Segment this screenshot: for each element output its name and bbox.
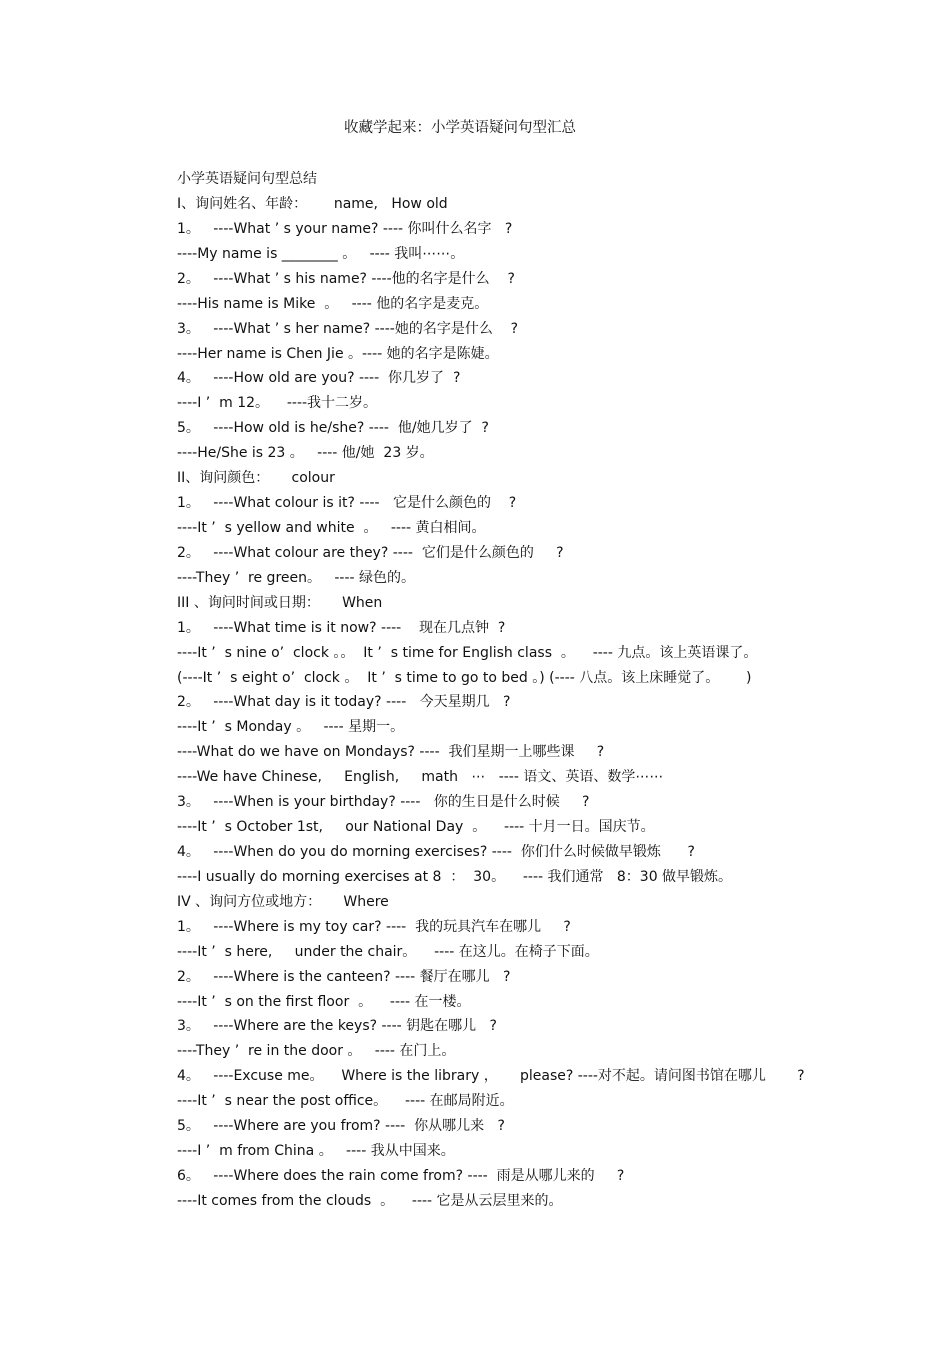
text-line: ----Her name is Chen Jie 。---- 她的名字是陈婕。 — [177, 345, 499, 362]
text-line: 1。 ----Where is my toy car? ---- 我的玩具汽车在哪儿 ? — [177, 918, 571, 935]
text-line: 6。 ----Where does the rain come from? ---- 雨是从哪儿来的 ? — [177, 1167, 625, 1184]
text-line: (----It ’ s eight o’ clock 。 It ’ s time to go to bed 。) (---- 八点。该上床睡觉了。 ) — [177, 669, 752, 686]
text-line: 2。 ----What day is it today? ---- 今天星期几 ? — [177, 694, 511, 711]
text-line: ----They ’ re in the door 。 ---- 在门上。 — [177, 1043, 456, 1060]
text-line: 3。 ----What ’ s her name? ----她的名字是什么 ? — [177, 320, 519, 337]
text-line: 4。 ----How old are you? ---- 你几岁了 ? — [177, 370, 461, 387]
page-title: 收藏学起来：小学英语疑问句型汇总 — [344, 120, 576, 136]
text-line: ----They ’ re green。 ---- 绿色的。 — [177, 569, 415, 586]
text-line: 5。 ----Where are you from? ---- 你从哪儿来 ? — [177, 1118, 505, 1135]
text-line: 2。 ----Where is the canteen? ---- 餐厅在哪儿 ? — [177, 968, 511, 985]
text-line: ----What do we have on Mondays? ---- 我们星期一上哪些课 ? — [177, 744, 605, 761]
text-line: 4。 ----Excuse me。 Where is the library ， please? ----对不起。请问图书馆在哪儿 ? — [177, 1068, 805, 1085]
text-line: ----I usually do morning exercises at 8 ： 30。 ---- 我们通常 8：30 做早锻炼。 — [177, 868, 733, 885]
text-line: I、询问姓名、年龄： name, How old — [177, 196, 448, 212]
text-line: ----It ’ s yellow and white 。 ---- 黄白相间。 — [177, 519, 486, 536]
text-line: 4。 ----When do you do morning exercises? ---- 你们什么时候做早锻炼 ? — [177, 843, 695, 860]
text-line: 1。 ----What colour is it? ---- 它是什么颜色的 ? — [177, 495, 517, 512]
text-line: ----His name is Mike 。 ---- 他的名字是麦克。 — [177, 295, 489, 312]
text-line: 2。 ----What colour are they? ---- 它们是什么颜色的 ? — [177, 544, 564, 561]
text-line: ----It ’ s Monday 。 ---- 星期一。 — [177, 719, 405, 736]
text-line: IV 、询问方位或地方： Where — [177, 893, 389, 910]
text-line: ----He/She is 23 。 ---- 他/她 23 岁。 — [177, 445, 434, 462]
sentence-list — [177, 192, 917, 1214]
text-line: ----It ’ s nine o’ clock 。。 It ’ s time for English class 。 ---- 九点。该上英语课了。 — [177, 644, 758, 661]
text-line: ----We have Chinese, English, math ⋯ ---- 语文、英语、数学⋯⋯ — [177, 769, 664, 786]
document-body — [177, 166, 917, 1214]
document-subtitle: 小学英语疑问句型总结 — [177, 171, 317, 187]
text-line: ----It ’ s October 1st, our National Day 。 ---- 十月一日。国庆节。 — [177, 819, 655, 836]
text-line: 1。 ----What time is it now? ---- 现在几点钟 ? — [177, 619, 506, 636]
text-line: ----I ’ m 12。 ----我十二岁。 — [177, 395, 378, 412]
text-line: ----It ’ s here, under the chair。 ---- 在这儿。在椅子下面。 — [177, 943, 599, 960]
text-line: ----It comes from the clouds 。 ---- 它是从云层里来的。 — [177, 1192, 563, 1209]
text-line: 3。 ----When is your birthday? ---- 你的生日是什么时候 ? — [177, 794, 590, 811]
text-line: 5。 ----How old is he/she? ---- 他/她几岁了 ? — [177, 420, 489, 437]
text-line: 1。 ----What ’ s your name? ---- 你叫什么名字 ? — [177, 220, 513, 237]
text-line: ----It ’ s on the first floor 。 ---- 在一楼。 — [177, 993, 471, 1010]
text-line: ----My name is ________ 。 ---- 我叫⋯⋯。 — [177, 245, 465, 262]
text-line: 3。 ----Where are the keys? ---- 钥匙在哪儿 ? — [177, 1018, 497, 1035]
text-line: II、询问颜色： colour — [177, 470, 335, 487]
text-line: III 、询问时间或日期： When — [177, 594, 383, 611]
text-line: ----I ’ m from China 。 ---- 我从中国来。 — [177, 1143, 455, 1160]
text-line: ----It ’ s near the post office。 ---- 在邮局附近。 — [177, 1093, 514, 1110]
text-line: 2。 ----What ’ s his name? ----他的名字是什么 ? — [177, 270, 515, 287]
